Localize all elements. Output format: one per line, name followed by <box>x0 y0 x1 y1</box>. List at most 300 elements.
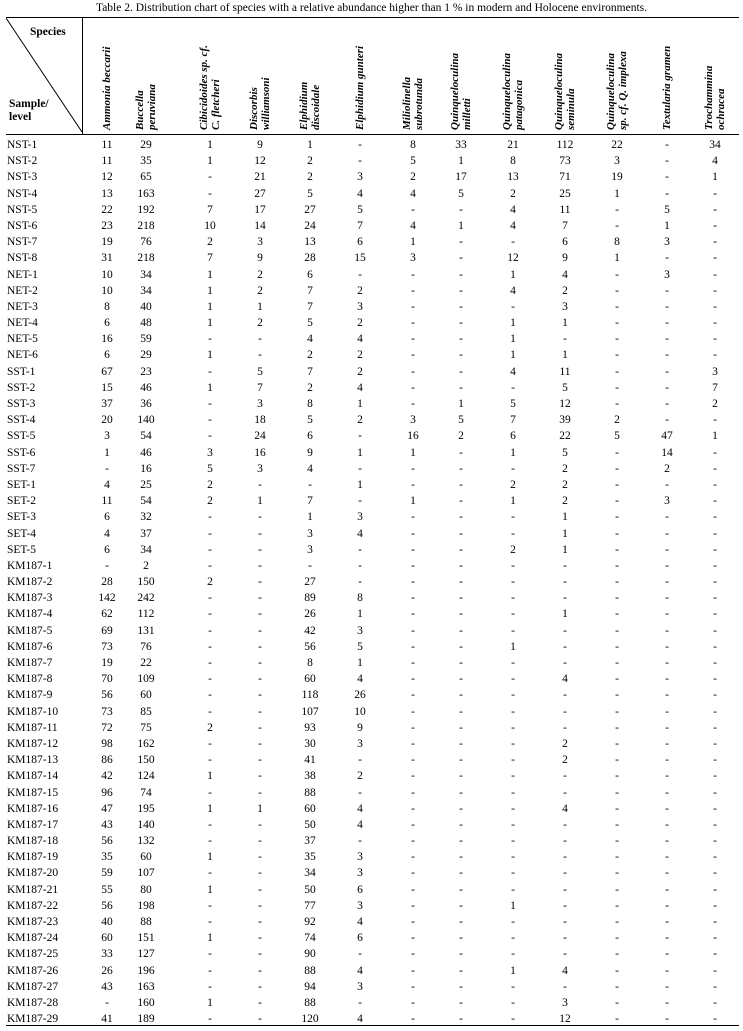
count-cell: - <box>358 948 362 961</box>
count-cell: 54 <box>140 495 152 508</box>
count-cell: 89 <box>304 592 316 605</box>
count-cell: - <box>665 365 669 378</box>
count-cell: - <box>511 608 515 621</box>
count-cell: 4 <box>357 381 363 394</box>
count-cell: 5 <box>207 462 213 475</box>
count-cell: - <box>665 867 669 880</box>
count-cell: 1 <box>207 317 213 330</box>
count-cell: - <box>511 511 515 524</box>
count-cell: 120 <box>301 1013 319 1026</box>
count-cell: - <box>208 592 212 605</box>
count-cell: - <box>511 818 515 831</box>
count-cell: 11 <box>101 155 113 168</box>
count-cell: - <box>258 964 262 977</box>
count-cell: - <box>105 559 109 572</box>
count-cell: 8 <box>104 300 110 313</box>
count-cell: 1 <box>712 430 718 443</box>
count-cell: 4 <box>104 478 110 491</box>
count-cell: 1 <box>357 657 363 669</box>
table-row <box>6 219 739 235</box>
count-cell: - <box>713 964 717 977</box>
sample-id-cell: KM187-18 <box>7 835 59 848</box>
column-header <box>101 47 113 130</box>
count-cell: - <box>713 576 717 589</box>
count-cell: - <box>511 559 515 572</box>
count-cell: - <box>411 592 415 605</box>
count-cell: 1 <box>562 608 568 621</box>
count-cell: - <box>713 883 717 896</box>
count-cell: 3 <box>410 252 416 265</box>
table-row <box>6 964 739 980</box>
count-cell: 3 <box>257 236 263 249</box>
count-cell: 6 <box>104 317 110 330</box>
count-cell: - <box>411 608 415 621</box>
count-cell: - <box>258 899 262 912</box>
count-cell: - <box>511 916 515 928</box>
count-cell: - <box>459 592 463 605</box>
count-cell: 1 <box>207 996 213 1009</box>
count-cell: - <box>665 721 669 734</box>
count-cell: - <box>459 349 463 362</box>
count-cell: 1 <box>712 171 718 184</box>
count-cell: - <box>665 899 669 912</box>
table-row <box>6 591 739 607</box>
count-cell: 4 <box>357 187 363 200</box>
count-cell: - <box>358 754 362 767</box>
count-cell: 6 <box>104 349 110 362</box>
count-cell: 50 <box>304 883 316 896</box>
column-header <box>248 77 272 130</box>
count-cell: - <box>713 818 717 831</box>
count-cell: - <box>511 996 515 1009</box>
sample-id-cell: KM187-16 <box>7 802 59 815</box>
count-cell: 2 <box>562 284 568 297</box>
table-caption: Table 2. Distribution chart of species with a relative abundance higher than 1 % in modern and Holocene environments. <box>95 2 648 14</box>
count-cell: - <box>358 139 362 151</box>
count-cell: 132 <box>137 835 155 848</box>
sample-id-cell: KM187-8 <box>7 673 53 686</box>
count-cell: - <box>459 576 463 589</box>
count-cell: - <box>713 948 717 961</box>
count-cell: - <box>459 721 463 734</box>
count-cell: - <box>665 300 669 313</box>
count-cell: 3 <box>664 495 670 508</box>
count-cell: 16 <box>407 430 419 443</box>
count-cell: 3 <box>614 155 620 168</box>
table-row <box>6 559 739 575</box>
count-cell: - <box>459 754 463 767</box>
column-header-line: C. fletcheri <box>210 79 222 130</box>
count-cell: - <box>459 964 463 977</box>
count-cell: - <box>563 980 567 993</box>
count-cell: - <box>615 478 619 491</box>
count-cell: 1 <box>257 495 263 508</box>
count-cell: - <box>713 657 717 669</box>
count-cell: - <box>665 155 669 168</box>
sample-id-cell: NET-2 <box>7 284 38 297</box>
count-cell: - <box>563 559 567 572</box>
count-cell: - <box>511 657 515 669</box>
count-cell: - <box>511 835 515 848</box>
sample-id-cell: NET-1 <box>7 268 38 281</box>
count-cell: - <box>459 657 463 669</box>
count-cell: - <box>208 899 212 912</box>
count-cell: 29 <box>140 139 152 151</box>
count-cell: - <box>411 964 415 977</box>
count-cell: 2 <box>357 284 363 297</box>
count-cell: 1 <box>207 300 213 313</box>
count-cell: 2 <box>307 381 313 394</box>
count-cell: 1 <box>410 446 416 459</box>
sample-id-cell: KM187-7 <box>7 657 53 669</box>
count-cell: - <box>563 835 567 848</box>
column-header-line: sp. cf. Q. implexa <box>617 51 629 130</box>
count-cell: - <box>459 689 463 702</box>
count-cell: - <box>459 835 463 848</box>
count-cell: 2 <box>207 478 213 491</box>
count-cell: - <box>665 349 669 362</box>
count-cell: - <box>208 705 212 718</box>
sample-id-cell: SET-3 <box>7 511 36 524</box>
count-cell: 55 <box>101 883 113 896</box>
count-cell: - <box>459 705 463 718</box>
count-cell: 242 <box>137 592 155 605</box>
table-row <box>6 656 739 672</box>
count-cell: - <box>615 608 619 621</box>
count-cell: - <box>358 430 362 443</box>
count-cell: - <box>713 446 717 459</box>
count-cell: - <box>615 365 619 378</box>
count-cell: - <box>511 851 515 864</box>
count-cell: - <box>511 932 515 945</box>
table-row <box>6 802 739 818</box>
count-cell: - <box>563 640 567 653</box>
count-cell: 47 <box>661 430 673 443</box>
sample-id-cell: KM187-13 <box>7 754 59 767</box>
count-cell: - <box>258 786 262 799</box>
count-cell: 29 <box>140 349 152 362</box>
count-cell: 6 <box>562 236 568 249</box>
count-cell: - <box>459 1013 463 1026</box>
count-cell: - <box>411 996 415 1009</box>
count-cell: - <box>258 737 262 750</box>
count-cell: - <box>208 171 212 184</box>
count-cell: - <box>208 333 212 346</box>
count-cell: - <box>459 268 463 281</box>
count-cell: 2 <box>143 559 149 572</box>
count-cell: 37 <box>101 398 113 410</box>
count-cell: 25 <box>140 478 152 491</box>
count-cell: - <box>411 398 415 410</box>
count-cell: 107 <box>137 867 155 880</box>
count-cell: - <box>615 333 619 346</box>
table-row <box>6 607 739 623</box>
count-cell: 1 <box>510 964 516 977</box>
sample-id-cell: KM187-11 <box>7 721 58 734</box>
column-header-line: seminula <box>565 88 577 130</box>
count-cell: 50 <box>304 818 316 831</box>
table-row <box>6 446 739 462</box>
count-cell: - <box>511 770 515 783</box>
count-cell: 6 <box>104 511 110 524</box>
count-cell: - <box>459 543 463 556</box>
table-row <box>6 413 739 429</box>
column-header <box>703 66 727 130</box>
count-cell: - <box>615 543 619 556</box>
count-cell: 4 <box>357 673 363 686</box>
count-cell: - <box>411 689 415 702</box>
count-cell: - <box>459 624 463 637</box>
count-cell: 70 <box>101 673 113 686</box>
count-cell: 6 <box>357 883 363 896</box>
count-cell: - <box>208 867 212 880</box>
count-cell: - <box>615 818 619 831</box>
count-cell: 2 <box>510 543 516 556</box>
count-cell: 14 <box>254 219 266 232</box>
count-cell: 3 <box>207 446 213 459</box>
count-cell: 1 <box>614 187 620 200</box>
column-header <box>401 77 425 130</box>
count-cell: - <box>459 802 463 815</box>
count-cell: 46 <box>140 381 152 394</box>
sample-id-cell: KM187-24 <box>7 932 59 945</box>
sample-id-cell: KM187-21 <box>7 883 59 896</box>
table-row <box>6 866 739 882</box>
count-cell: 3 <box>357 899 363 912</box>
count-cell: - <box>358 495 362 508</box>
count-cell: 7 <box>207 203 213 216</box>
count-cell: - <box>615 317 619 330</box>
count-cell: - <box>358 559 362 572</box>
count-cell: 12 <box>507 252 519 265</box>
count-cell: 1 <box>104 446 110 459</box>
count-cell: 26 <box>101 964 113 977</box>
count-cell: 16 <box>140 462 152 475</box>
count-cell: 4 <box>357 964 363 977</box>
count-cell: 73 <box>559 155 571 168</box>
count-cell: - <box>615 398 619 410</box>
count-cell: - <box>665 543 669 556</box>
count-cell: - <box>411 576 415 589</box>
sample-id-cell: SST-6 <box>7 446 36 459</box>
count-cell: 6 <box>307 268 313 281</box>
count-cell: 2 <box>410 171 416 184</box>
sample-id-cell: KM187-25 <box>7 948 59 961</box>
count-cell: - <box>208 657 212 669</box>
count-cell: - <box>459 786 463 799</box>
count-cell: 7 <box>307 365 313 378</box>
count-cell: - <box>411 543 415 556</box>
count-cell: 21 <box>507 139 519 151</box>
count-cell: 1 <box>664 219 670 232</box>
count-cell: 7 <box>712 381 718 394</box>
sample-id-cell: NST-2 <box>7 155 38 168</box>
count-cell: - <box>208 187 212 200</box>
count-cell: - <box>459 737 463 750</box>
table-header <box>6 17 739 135</box>
count-cell: 54 <box>140 430 152 443</box>
count-cell: - <box>358 462 362 475</box>
count-cell: - <box>713 333 717 346</box>
count-cell: 2 <box>207 495 213 508</box>
count-cell: - <box>665 705 669 718</box>
count-cell: 1 <box>562 543 568 556</box>
count-cell: 9 <box>307 446 313 459</box>
count-cell: - <box>615 1013 619 1026</box>
sample-id-cell: SET-4 <box>7 527 36 540</box>
count-cell: 43 <box>101 980 113 993</box>
count-cell: - <box>511 737 515 750</box>
count-cell: 1 <box>562 317 568 330</box>
count-cell: 27 <box>254 187 266 200</box>
table-row <box>6 899 739 915</box>
count-cell: 151 <box>137 932 155 945</box>
count-cell: - <box>665 996 669 1009</box>
count-cell: - <box>411 835 415 848</box>
table-row <box>6 316 739 332</box>
count-cell: 11 <box>559 365 571 378</box>
count-cell: - <box>411 284 415 297</box>
count-cell: - <box>459 883 463 896</box>
count-cell: - <box>511 1013 515 1026</box>
count-cell: 2 <box>207 236 213 249</box>
count-cell: 2 <box>510 478 516 491</box>
count-cell: - <box>258 673 262 686</box>
count-cell: 163 <box>137 187 155 200</box>
count-cell: - <box>459 478 463 491</box>
count-cell: 124 <box>137 770 155 783</box>
count-cell: 150 <box>137 754 155 767</box>
table-row <box>6 753 739 769</box>
count-cell: - <box>258 624 262 637</box>
count-cell: 24 <box>304 219 316 232</box>
count-cell: 27 <box>304 576 316 589</box>
count-cell: - <box>459 527 463 540</box>
sample-id-cell: KM187-1 <box>7 559 53 572</box>
table-row <box>6 203 739 219</box>
count-cell: - <box>258 657 262 669</box>
count-cell: 3 <box>357 851 363 864</box>
count-cell: 93 <box>304 721 316 734</box>
count-cell: - <box>411 527 415 540</box>
count-cell: 5 <box>257 365 263 378</box>
sample-id-cell: KM187-26 <box>7 964 59 977</box>
count-cell: - <box>615 980 619 993</box>
count-cell: - <box>615 673 619 686</box>
count-cell: - <box>615 964 619 977</box>
count-cell: - <box>563 333 567 346</box>
count-cell: - <box>411 478 415 491</box>
count-cell: 20 <box>101 414 113 427</box>
count-cell: - <box>258 754 262 767</box>
table-row <box>6 947 739 963</box>
count-cell: 5 <box>307 317 313 330</box>
bottom-rule <box>6 1025 739 1026</box>
table-row <box>6 996 739 1012</box>
count-cell: 60 <box>140 851 152 864</box>
count-cell: - <box>258 980 262 993</box>
count-cell: - <box>208 786 212 799</box>
count-cell: - <box>665 657 669 669</box>
count-cell: - <box>615 462 619 475</box>
count-cell: 30 <box>304 737 316 750</box>
count-cell: 31 <box>101 252 113 265</box>
count-cell: 2 <box>614 414 620 427</box>
count-cell: - <box>358 835 362 848</box>
table-row <box>6 543 739 559</box>
count-cell: 4 <box>510 365 516 378</box>
count-cell: - <box>308 559 312 572</box>
count-cell: - <box>615 689 619 702</box>
count-cell: 4 <box>562 964 568 977</box>
count-cell: 3 <box>562 300 568 313</box>
count-cell: - <box>665 608 669 621</box>
column-header-line: Miliolinella <box>401 76 413 130</box>
table-row <box>6 348 739 364</box>
table-row <box>6 721 739 737</box>
count-cell: 7 <box>357 219 363 232</box>
count-cell: 6 <box>510 430 516 443</box>
count-cell: - <box>208 689 212 702</box>
count-cell: 2 <box>562 478 568 491</box>
count-cell: - <box>511 576 515 589</box>
count-cell: 67 <box>101 365 113 378</box>
count-cell: 35 <box>101 851 113 864</box>
count-cell: - <box>358 786 362 799</box>
count-cell: - <box>411 640 415 653</box>
count-cell: - <box>411 559 415 572</box>
count-cell: - <box>615 802 619 815</box>
count-cell: - <box>511 883 515 896</box>
count-cell: 15 <box>101 381 113 394</box>
count-cell: 41 <box>101 1013 113 1026</box>
count-cell: - <box>713 786 717 799</box>
count-cell: - <box>258 818 262 831</box>
count-cell: 47 <box>101 802 113 815</box>
table-row <box>6 980 739 996</box>
column-header-line: subrotunda <box>413 78 425 130</box>
count-cell: 2 <box>207 576 213 589</box>
count-cell: - <box>615 851 619 864</box>
sample-id-cell: SST-5 <box>7 430 36 443</box>
count-cell: - <box>713 1013 717 1026</box>
count-cell: - <box>563 770 567 783</box>
count-cell: - <box>411 867 415 880</box>
count-cell: 4 <box>357 916 363 928</box>
count-cell: - <box>615 576 619 589</box>
count-cell: - <box>511 980 515 993</box>
count-cell: 140 <box>137 414 155 427</box>
count-cell: - <box>563 657 567 669</box>
count-cell: - <box>258 349 262 362</box>
count-cell: - <box>563 576 567 589</box>
table-row <box>6 429 739 445</box>
count-cell: - <box>258 996 262 1009</box>
count-cell: 1 <box>510 899 516 912</box>
sample-id-cell: KM187-12 <box>7 737 59 750</box>
count-cell: - <box>713 737 717 750</box>
count-cell: - <box>258 640 262 653</box>
count-cell: 2 <box>562 737 568 750</box>
sample-id-cell: SST-4 <box>7 414 36 427</box>
count-cell: - <box>459 948 463 961</box>
count-cell: - <box>459 559 463 572</box>
count-cell: 34 <box>709 139 721 151</box>
count-cell: - <box>511 462 515 475</box>
count-cell: 150 <box>137 576 155 589</box>
count-cell: 94 <box>304 980 316 993</box>
column-header <box>134 84 158 130</box>
